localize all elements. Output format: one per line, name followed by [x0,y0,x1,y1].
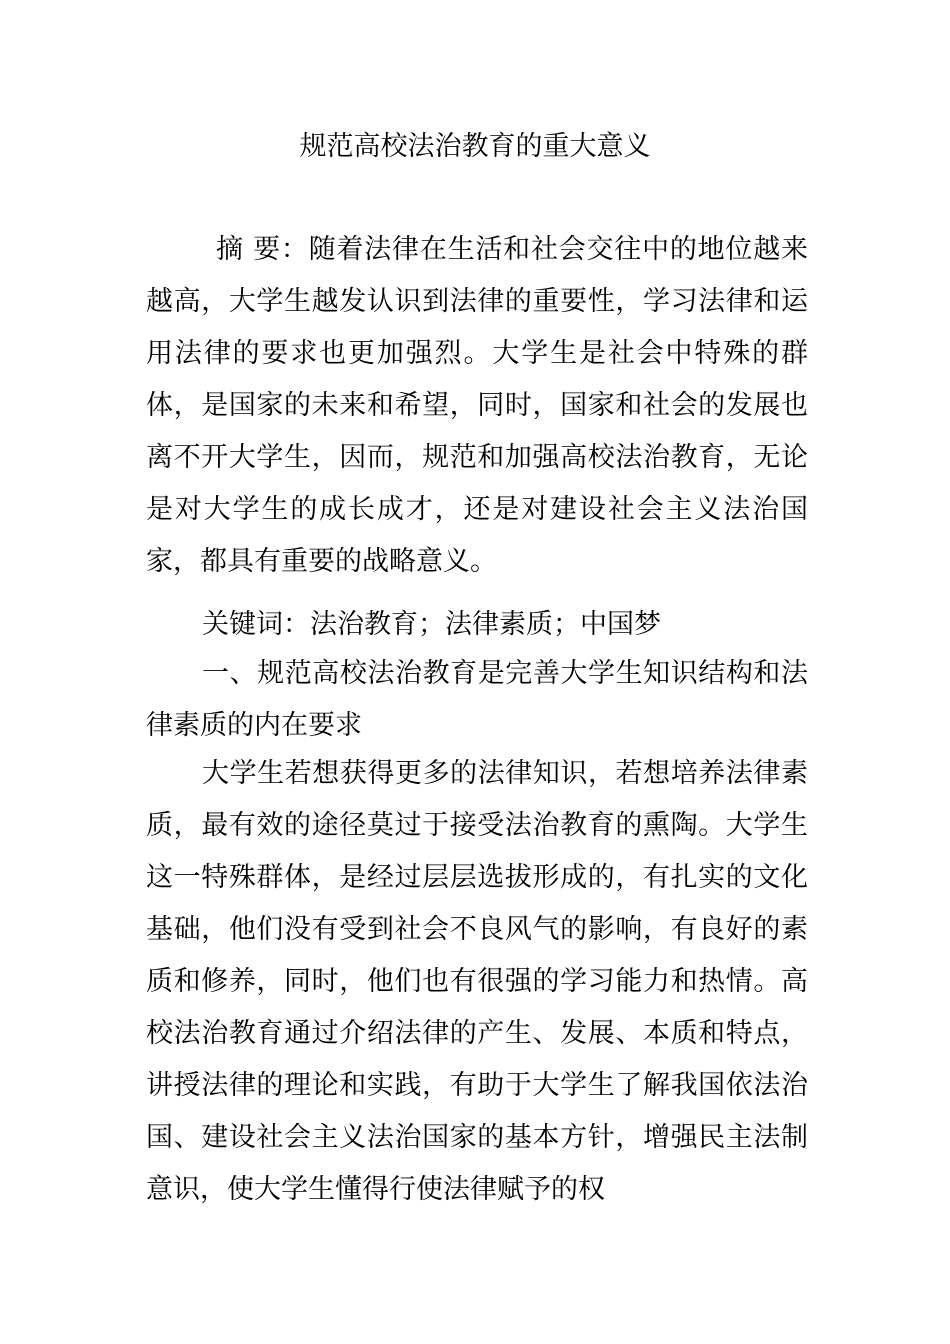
abstract-paragraph: 摘 要：随着法律在生活和社会交往中的地位越来越高，大学生越发认识到法律的重要性，学习法律和运用法律的要求也更加强烈。大学生是社会中特殊的群体，是国家的未来和希望，同时，国家和社会的发展也离不开大学生，因而，规范和加强高校法治教育，无论是对大学生的成长成才，还是对建设社会主义法治国家，都具有重要的战略意义。 [146,234,808,577]
document-title: 规范高校法治教育的重大意义 [299,131,651,162]
section-heading-1: 一、规范高校法治教育是完善大学生知识结构和法律素质的内在要求 [146,658,808,741]
body-paragraph-1: 大学生若想获得更多的法律知识，若想培养法律素质，最有效的途径莫过于接受法治教育的熏陶。大学生这一特殊群体，是经过层层选拔形成的，有扎实的文化基础，他们没有受到社会不良风气的影响，有良好的素质和修养，同时，他们也有很强的学习能力和热情。高校法治教育通过介绍法律的产生、发展、本质和特点，讲授法律的理论和实践，有助于大学生了解我国依法治国、建设社会主义法治国家的基本方针，增强民主法制意识，使大学生懂得行使法律赋予的权 [146,758,808,1205]
keywords-line: 关键词：法治教育；法律素质；中国梦 [202,609,661,640]
